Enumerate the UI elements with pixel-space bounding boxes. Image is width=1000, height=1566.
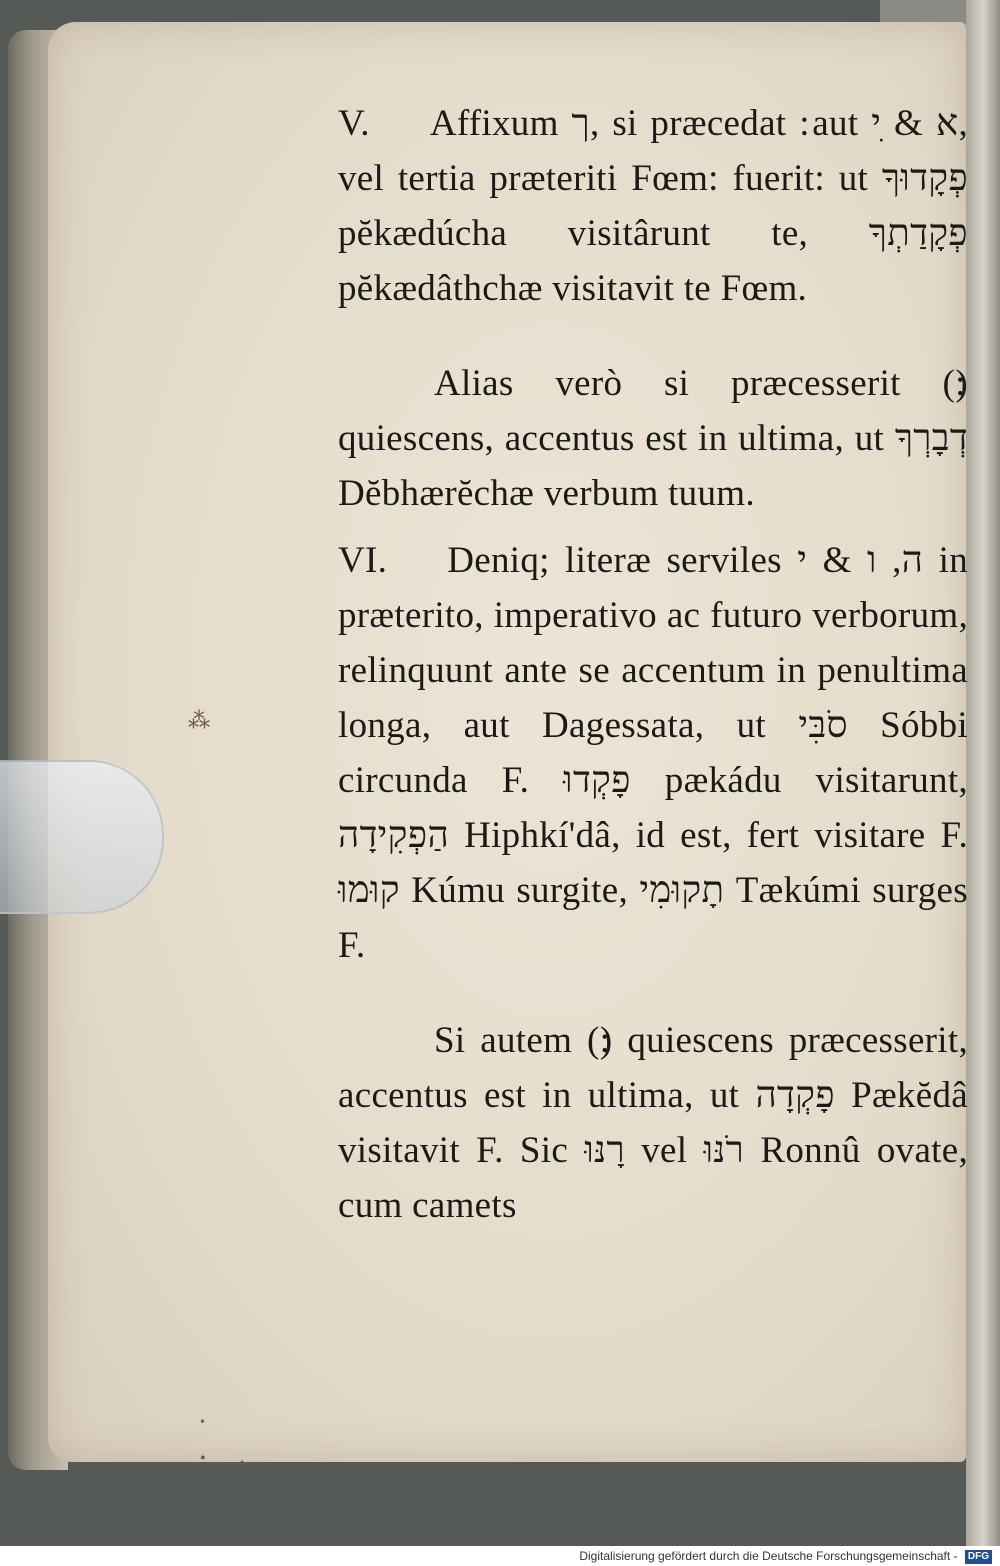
digitization-footer (0, 1546, 1000, 1566)
paragraph-si-autem (338, 1013, 968, 1233)
ink-dot: • (240, 1455, 245, 1469)
paragraph-v (338, 96, 968, 316)
scanner-right-strip (966, 0, 1000, 1546)
section-number: VI. (338, 540, 388, 581)
paragraph-text: Si autem (׃) quiescens præcesserit, accentus est in ultima, ut פָקְדָה Pækĕdâ visitavit F. Sic רָנּוּ vel רֹנּוּ Ronnû ovate, cum camets (338, 1020, 969, 1226)
margin-mark: ⁂ (188, 708, 210, 733)
plastic-page-clip (0, 760, 164, 914)
paragraph-text: Deniq; literæ serviles ה, ו & י in præterito, imperativo ac futuro verborum, relinquunt ante se accentum in penultima longa, aut Dagessata, ut סֹבִּי Sóbbi circunda F. פָקְדוּ pækádu visitarunt, הַפְקִידָה Hiphkí'dâ, id est, fert visitare F. קוּמוּ Kúmu surgite, תָקוּמִי Tækúmi surges F. (338, 540, 968, 966)
section-number: V. (338, 103, 370, 144)
paragraph-alias (338, 356, 968, 521)
paragraph-text: Alias verò si præcesserit (׃) quiescens, accentus est in ultima, ut דְבָרְךָ Dĕbhærĕchæ verbum tuum. (338, 363, 968, 514)
page-text (338, 96, 968, 1233)
paragraph-text: Affixum ך, si præcedat ׃ aut א & ִי, vel tertia præteriti Fœm: fuerit: ut פְקָדוּךָ pĕkædúcha visitârunt te, פְקָדַתְךָ pĕkædâthchæ visitavit te Fœm. (338, 103, 969, 309)
paragraph-vi (338, 533, 968, 973)
footer-credit: Digitalisierung gefördert durch die Deutsche Forschungsgemeinschaft - (579, 1549, 958, 1563)
dfg-logo: DFG (965, 1550, 992, 1564)
ink-dot: • (200, 1415, 205, 1430)
ink-dot: • (200, 1450, 206, 1467)
